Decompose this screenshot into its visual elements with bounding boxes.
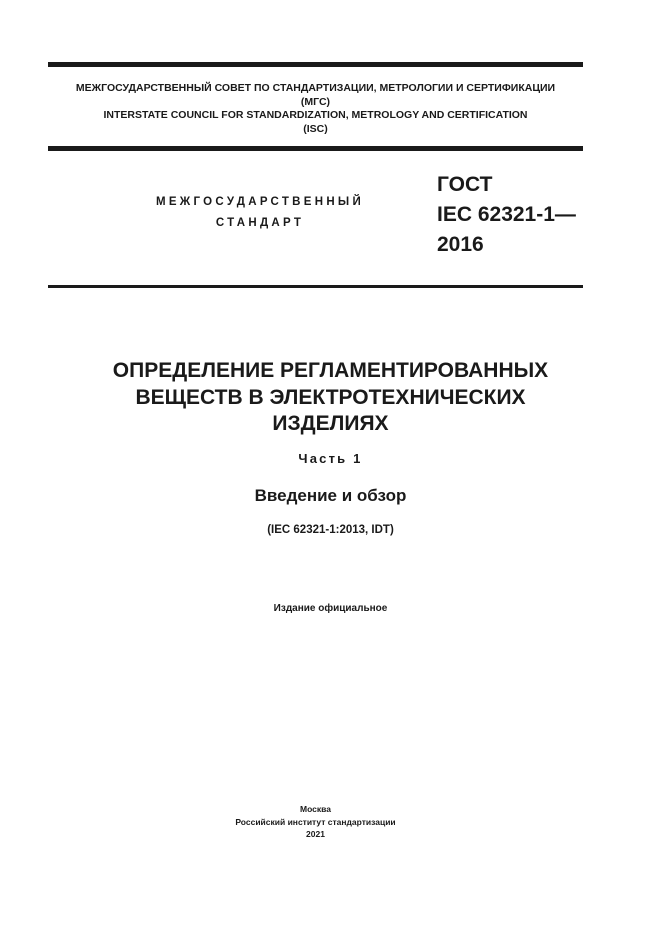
designation-line3: 2016	[437, 233, 484, 256]
imprint	[48, 803, 583, 841]
part-number: Часть 1	[298, 451, 363, 466]
council-header	[48, 82, 583, 136]
title-line1: ОПРЕДЕЛЕНИЕ РЕГЛАМЕНТИРОВАННЫХ	[112, 359, 549, 382]
council-en-line1: INTERSTATE COUNCIL FOR STANDARDIZATION, METROLOGY AND CERTIFICATION	[103, 109, 528, 122]
top-rule	[48, 62, 583, 67]
designation-line1: ГОСТ	[437, 173, 493, 196]
middle-rule	[48, 146, 583, 151]
iec-reference: (IEC 62321-1:2013, IDT)	[267, 524, 394, 536]
council-ru-line2: (МГС)	[300, 95, 331, 108]
standard-type-line2: СТАНДАРТ	[215, 217, 305, 229]
standard-designation	[437, 170, 576, 260]
standard-type-line1: МЕЖГОСУДАРСТВЕННЫЙ	[155, 196, 365, 208]
title-line3: ИЗДЕЛИЯХ	[272, 412, 389, 435]
standard-type	[110, 192, 410, 234]
imprint-year: 2021	[306, 829, 325, 839]
imprint-city: Москва	[300, 804, 331, 814]
council-ru-line1: МЕЖГОСУДАРСТВЕННЫЙ СОВЕТ ПО СТАНДАРТИЗАЦИИ, МЕТРОЛОГИИ И СЕРТИФИКАЦИИ	[75, 82, 556, 94]
document-subtitle: Введение и обзор	[254, 486, 407, 505]
designation-line2: IEC 62321-1—	[437, 203, 576, 226]
lower-rule	[48, 285, 583, 288]
imprint-publisher: Российский институт стандартизации	[235, 816, 396, 827]
edition-note: Издание официальное	[273, 603, 388, 614]
document-title	[48, 358, 613, 438]
title-line2: ВЕЩЕСТВ В ЭЛЕКТРОТЕХНИЧЕСКИХ	[135, 385, 526, 409]
council-en-line2: (ISC)	[303, 122, 328, 135]
